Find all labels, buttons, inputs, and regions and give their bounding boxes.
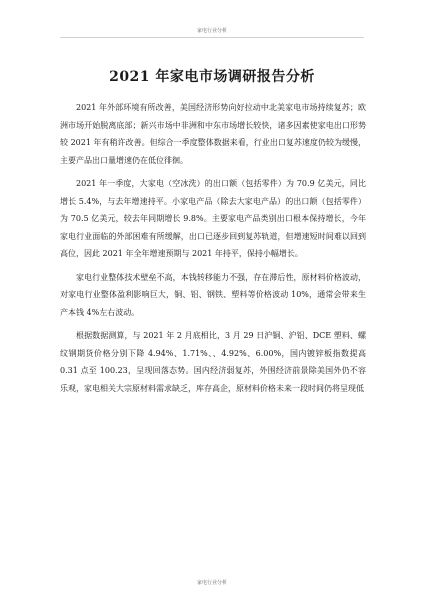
document-body bbox=[60, 99, 366, 403]
document-title: 2021 年家电市场调研报告分析 bbox=[109, 69, 315, 85]
paragraph: 2021 年一季度，大家电（空冰洗）的出口额（包括零件）为 70.9 亿美元，同比增长 5.4%，与去年增速持平。小家电产品（除去大家电产品）的出口额（包括零件）为 70.5 亿美元，较去年同期增长 9.8%。主要家电产品类别出口根本保持增长，今年家电行业面临的外部困难有所缓解，出口已逐步回到复苏轨道，但增速短时间难以回到高位，因此 2021 年全年增速预期与 2021 年持平，保持小幅增长。 bbox=[60, 179, 366, 258]
header-divider bbox=[60, 37, 364, 38]
paragraph: 根据数据测算，与 2021 年 2 月底相比，3 月 29 日沪铜、沪铝、DCE 塑料、螺纹钢期货价格分别下降 4.94%、1.71%、、4.92%、6.00%，国内镀锌板指数提高 0.31 点至 100.23，呈现回落态势。国内经济弱复苏，外围经济前景除美国外仍不容乐观，家电相关大宗原材料需求缺乏，库存高企，原材料价格未来一段时间仍将呈现低 bbox=[60, 331, 366, 393]
page-footer: 家电行业分析 bbox=[196, 580, 227, 586]
page-header: 家电行业分析 bbox=[196, 28, 227, 34]
paragraph: 2021 年外部环境有所改善，美国经济形势向好拉动中北美家电市场持续复苏；欧洲市场开始脱离底部；新兴市场中非洲和中东市场增长较快，诸多因素使家电出口形势较 2021 年有稍许改善。但综合一季度整体数据来看，行业出口复苏速度仍较为缓慢，主要产品出口量增速仍在低位徘徊。 bbox=[60, 103, 366, 165]
paragraph: 家电行业整体技术壁垒不高，本钱转移能力不强，存在滞后性，原材料价格波动，对家电行业整体盈利影响巨大，铜、铝、钢铁、塑料等价格波动 10%，通常会带来生产本钱 4%左右波动。 bbox=[60, 272, 366, 317]
